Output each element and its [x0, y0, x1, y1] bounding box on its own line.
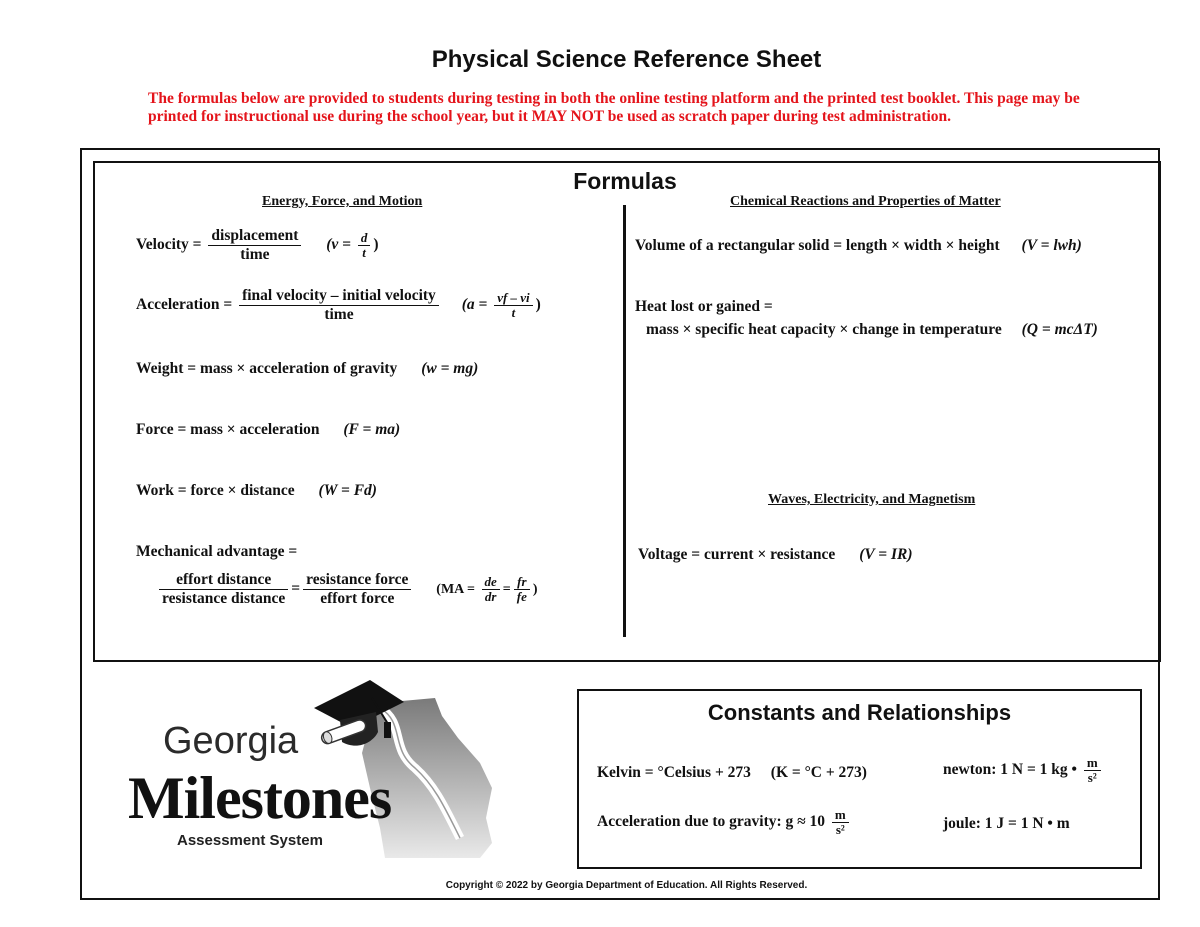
acceleration-label: Acceleration = [136, 296, 233, 314]
velocity-symbolic [326, 230, 379, 260]
heat-formula-line1: Heat lost or gained = [635, 298, 773, 315]
velocity-formula [136, 227, 379, 264]
ma-fraction-distance [159, 571, 288, 608]
logo-georgia-text: Georgia [163, 720, 299, 762]
mechanical-advantage-formula [156, 571, 538, 608]
acceleration-symbolic [461, 290, 541, 320]
ma-num-1: effort distance [159, 571, 288, 590]
kelvin-text: Kelvin = °Celsius + 273 [597, 764, 751, 781]
velocity-sym-post: ) [373, 236, 379, 254]
ma-sym-equals: = [502, 582, 511, 598]
graduation-cap-icon [312, 672, 408, 764]
velocity-sym-fraction [358, 231, 371, 260]
force-formula [136, 421, 400, 439]
section-heading-waves: Waves, Electricity, and Magnetism [768, 492, 976, 507]
ma-fraction-force [303, 571, 411, 608]
acceleration-sym-num: vf – vi [494, 291, 532, 306]
newton-fraction [1084, 756, 1101, 785]
velocity-label: Velocity = [136, 236, 202, 254]
ma-sym-frac-2 [514, 575, 530, 604]
weight-symbolic: (w = mg) [421, 360, 479, 377]
newton-relationship [943, 756, 1104, 785]
acceleration-sym-den: t [511, 305, 516, 320]
usage-notice: The formulas below are provided to students during testing in both the online testing platform and the printed test booklet. This page may be printed for instructional use during the school year, but it MAY NOT be used as scratch paper during test administration. [148, 90, 1080, 125]
heat-symbolic: (Q = mcΔT) [1021, 321, 1098, 338]
ma-sym-num-1: de [482, 575, 500, 590]
volume-text: Volume of a rectangular solid = length × width × height [635, 237, 1000, 254]
force-text: Force = mass × acceleration [136, 421, 320, 438]
volume-symbolic: (V = lwh) [1021, 237, 1082, 254]
joule-relationship: joule: 1 J = 1 N • m [943, 815, 1070, 832]
acceleration-sym-post: ) [535, 296, 541, 314]
ma-sym-frac-1 [482, 575, 500, 604]
page-title: Physical Science Reference Sheet [431, 46, 822, 73]
velocity-denominator: time [240, 246, 270, 263]
work-text: Work = force × distance [136, 482, 295, 499]
velocity-sym-num: d [358, 231, 371, 246]
ma-sym-num-2: fr [514, 575, 530, 590]
kelvin-symbolic: (K = °C + 273) [770, 764, 867, 781]
acceleration-formula [136, 287, 541, 324]
heat-text: mass × specific heat capacity × change in temperature [646, 321, 1002, 338]
acceleration-sym-pre: (a = [461, 296, 488, 314]
voltage-text: Voltage = current × resistance [638, 546, 836, 563]
newton-den: s² [1087, 770, 1097, 785]
newton-text: newton: 1 N = 1 kg • [943, 761, 1077, 779]
work-symbolic: (W = Fd) [318, 482, 377, 499]
constants-heading: Constants and Relationships [707, 700, 1012, 725]
ma-sym-den-2: fe [516, 589, 527, 605]
section-heading-chemical: Chemical Reactions and Properties of Matter [730, 194, 1001, 209]
work-formula [136, 482, 377, 500]
formulas-heading: Formulas [573, 168, 677, 194]
ma-den-1: resistance distance [162, 590, 286, 607]
kelvin-relationship [597, 764, 867, 782]
copyright-notice: Copyright © 2022 by Georgia Department of Education. All Rights Reserved. [445, 880, 808, 891]
heat-formula-line2 [646, 321, 1098, 339]
velocity-fraction [208, 227, 301, 264]
gravity-text: Acceleration due to gravity: g ≈ 10 [597, 813, 826, 831]
logo-milestones-text: Milestones [128, 765, 392, 831]
mechanical-advantage-label: Mechanical advantage = [136, 543, 298, 560]
velocity-sym-pre: (v = [326, 236, 351, 254]
acceleration-sym-fraction [494, 291, 532, 320]
logo-assessment-system-text: Assessment System [177, 832, 323, 849]
voltage-symbolic: (V = IR) [859, 546, 913, 563]
ma-den-2: effort force [320, 590, 395, 607]
ma-num-2: resistance force [303, 571, 411, 590]
column-divider [623, 205, 626, 637]
ma-sym-den-1: dr [484, 589, 497, 605]
weight-text: Weight = mass × acceleration of gravity [136, 360, 398, 377]
force-symbolic: (F = ma) [343, 421, 401, 438]
section-heading-energy: Energy, Force, and Motion [262, 194, 423, 209]
gravity-fraction [832, 808, 849, 837]
velocity-numerator: displacement [208, 227, 301, 246]
ma-symbolic [436, 574, 538, 605]
voltage-formula [638, 546, 913, 564]
velocity-sym-den: t [362, 245, 366, 260]
acceleration-numerator: final velocity – initial velocity [239, 287, 439, 306]
acceleration-fraction [239, 287, 439, 324]
gravity-num: m [832, 808, 849, 823]
weight-formula [136, 360, 478, 378]
ma-sym-post: ) [532, 582, 538, 598]
volume-formula [635, 237, 1082, 255]
acceleration-denominator: time [324, 306, 354, 323]
gravity-den: s² [835, 822, 845, 837]
ma-equals: = [291, 580, 301, 598]
gravity-constant [597, 808, 852, 837]
newton-num: m [1084, 756, 1101, 771]
ma-sym-pre: (MA = [436, 582, 475, 598]
